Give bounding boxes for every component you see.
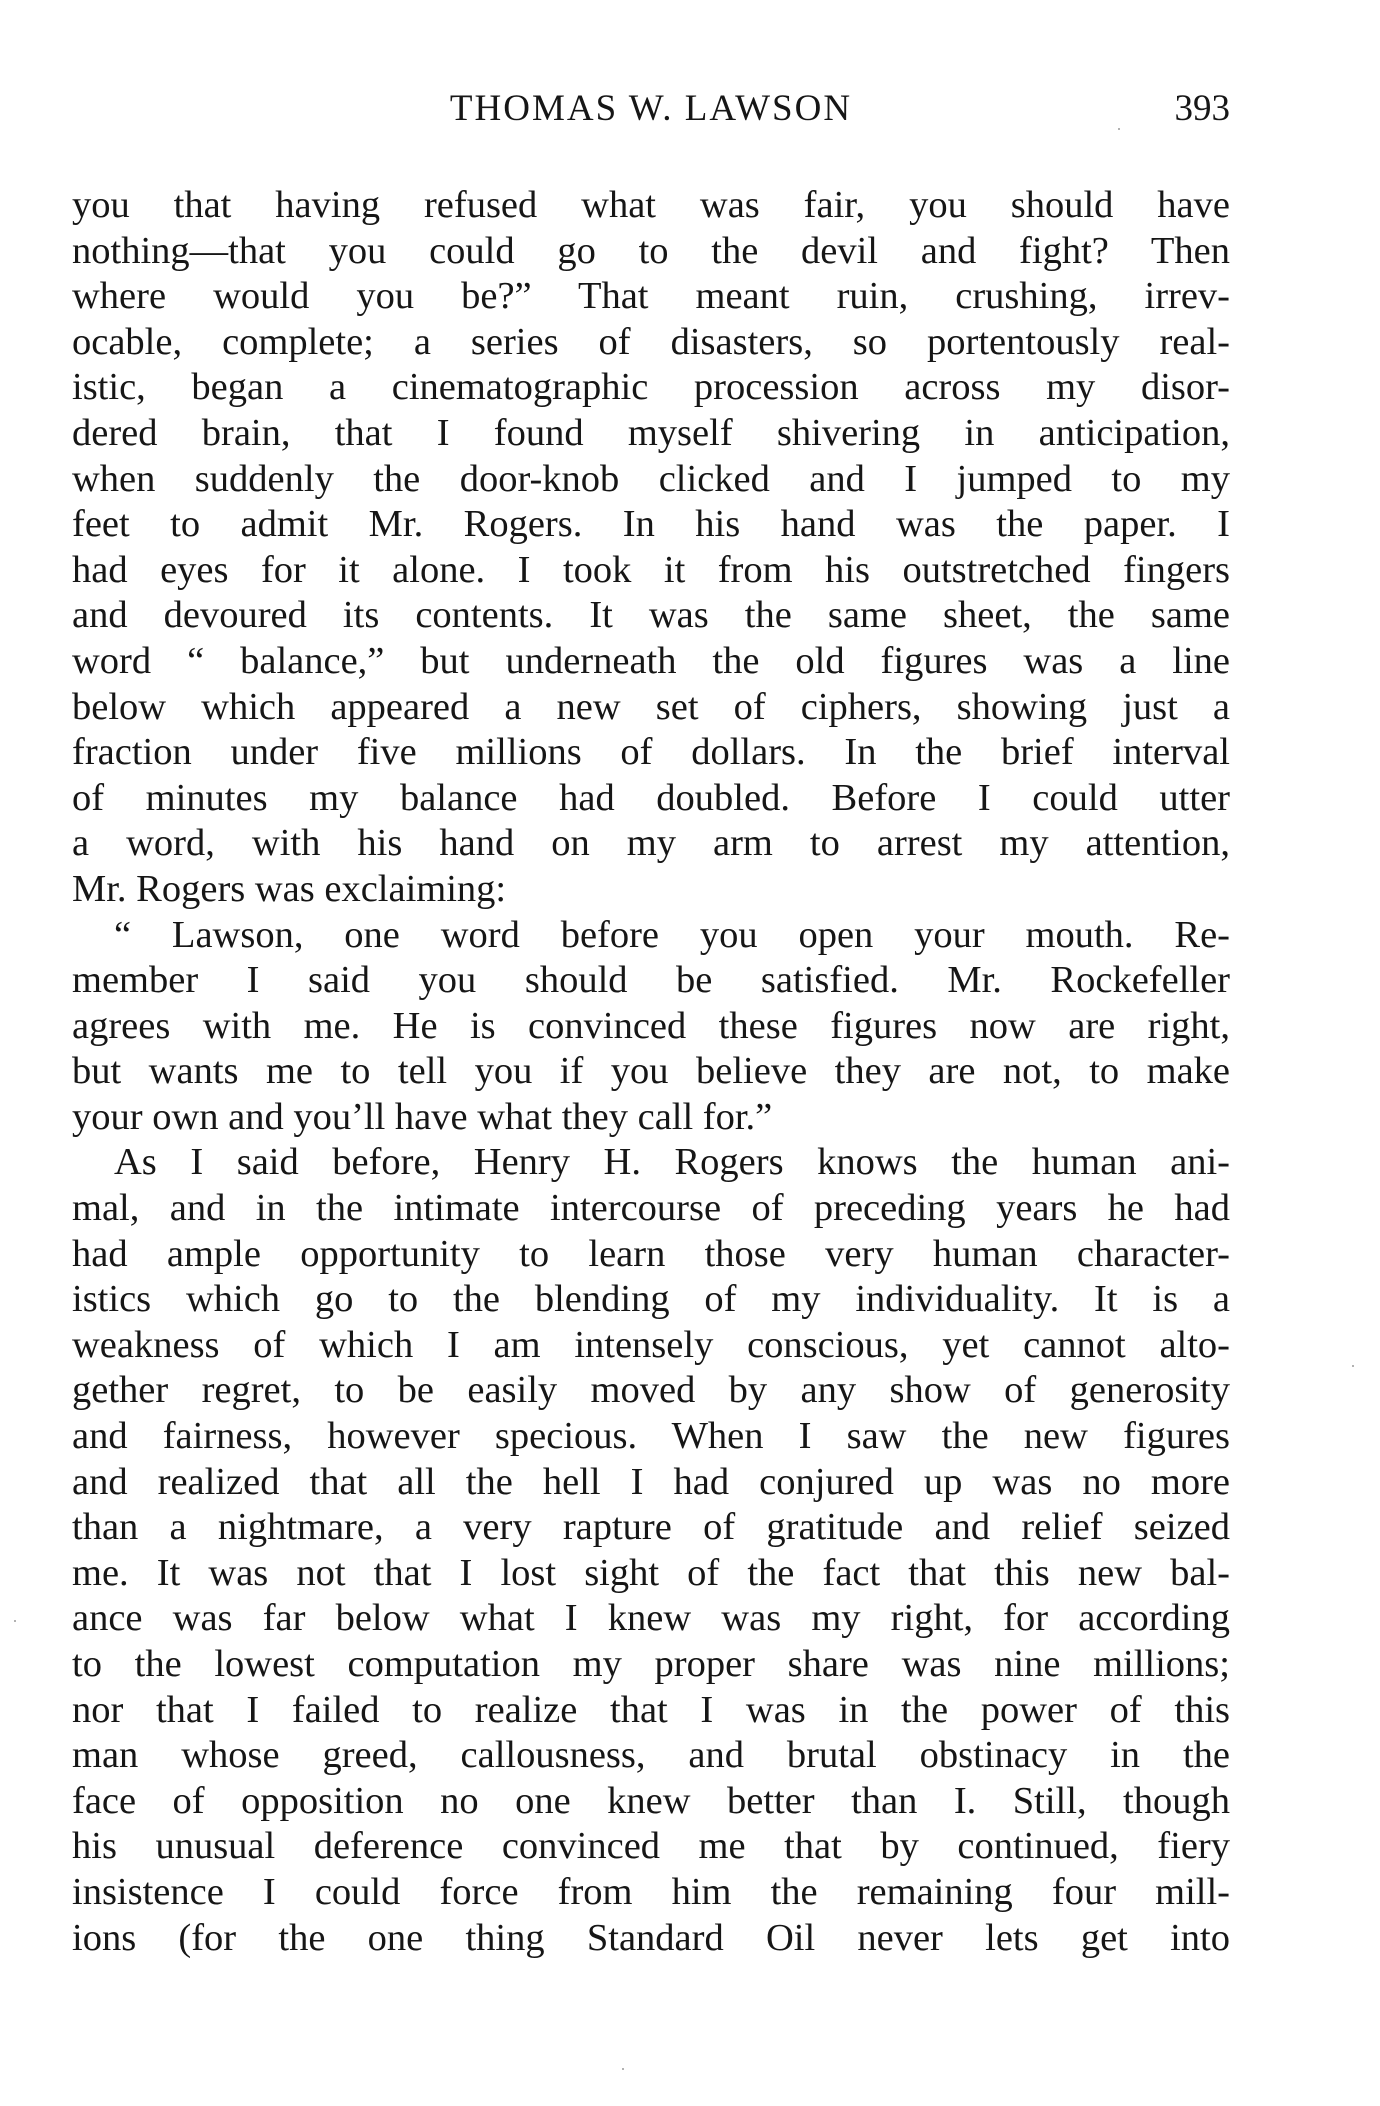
print-speck <box>1352 1365 1354 1367</box>
text-line: insistence I could force from him the remaining four mill- <box>72 1870 1230 1913</box>
text-line: and devoured its contents. It was the same sheet, the same <box>72 594 1230 637</box>
text-line: ocable, complete; a series of disasters, so portentously real- <box>72 320 1230 363</box>
text-line: istic, began a cinematographic procession across my disor- <box>72 366 1230 409</box>
text-line: dered brain, that I found myself shivering in anticipation, <box>72 411 1230 454</box>
print-speck <box>1118 128 1120 130</box>
page-number: 393 <box>1174 88 1230 129</box>
text-line: nor that I failed to realize that I was in the power of this <box>72 1688 1230 1731</box>
body-text <box>72 183 1230 1961</box>
text-line: to the lowest computation my proper share was nine millions; <box>72 1643 1230 1685</box>
text-line: Mr. Rogers was exclaiming: <box>72 867 507 910</box>
text-line: ance was far below what I knew was my right, for according <box>72 1597 1230 1640</box>
text-line: fraction under five millions of dollars. In the brief interval <box>72 731 1230 774</box>
text-line: ions (for the one thing Standard Oil never lets get into <box>72 1916 1230 1959</box>
text-line: where would you be?” That meant ruin, crushing, irrev- <box>72 275 1230 318</box>
text-line: feet to admit Mr. Rogers. In his hand was the paper. I <box>72 503 1230 546</box>
text-line: word “ balance,” but underneath the old figures was a line <box>72 639 1230 682</box>
print-speck <box>622 2068 624 2070</box>
text-line: nothing—that you could go to the devil and fight? Then <box>72 229 1230 272</box>
text-line: weakness of which I am intensely conscious, yet cannot alto- <box>72 1323 1230 1366</box>
text-line: when suddenly the door-knob clicked and I jumped to my <box>72 457 1230 500</box>
text-line: of minutes my balance had doubled. Before I could utter <box>72 776 1230 819</box>
text-line: gether regret, to be easily moved by any show of generosity <box>72 1369 1230 1412</box>
print-speck <box>14 1620 16 1622</box>
running-head-title: THOMAS W. LAWSON <box>449 88 853 129</box>
text-line: your own and you’ll have what they call for.” <box>72 1095 773 1138</box>
text-line: me. It was not that I lost sight of the fact that this new bal- <box>72 1551 1230 1594</box>
text-line: and realized that all the hell I had conjured up was no more <box>72 1460 1230 1503</box>
text-line: and fairness, however specious. When I saw the new figures <box>72 1415 1230 1458</box>
text-line: As I said before, Henry H. Rogers knows the human ani- <box>114 1141 1230 1184</box>
text-line: his unusual deference convinced me that by continued, fiery <box>72 1825 1230 1868</box>
text-line: had eyes for it alone. I took it from his outstretched fingers <box>72 548 1230 591</box>
text-line: but wants me to tell you if you believe they are not, to make <box>72 1050 1230 1093</box>
text-line: man whose greed, callousness, and brutal obstinacy in the <box>72 1734 1230 1777</box>
text-line: than a nightmare, a very rapture of gratitude and relief seized <box>72 1506 1230 1549</box>
text-line: mal, and in the intimate intercourse of preceding years he had <box>72 1187 1230 1230</box>
running-head <box>72 84 1230 134</box>
text-line: face of opposition no one knew better than I. Still, though <box>72 1779 1230 1822</box>
text-line: istics which go to the blending of my individuality. It is a <box>72 1278 1230 1321</box>
text-line: had ample opportunity to learn those very human character- <box>72 1232 1230 1275</box>
text-line: below which appeared a new set of ciphers, showing just a <box>72 685 1230 728</box>
text-line: you that having refused what was fair, you should have <box>72 184 1230 226</box>
text-line: a word, with his hand on my arm to arrest my attention, <box>72 822 1230 865</box>
text-line: “ Lawson, one word before you open your mouth. Re- <box>114 913 1230 956</box>
text-line: agrees with me. He is convinced these figures now are right, <box>72 1004 1230 1047</box>
text-line: member I said you should be satisfied. Mr. Rockefeller <box>72 959 1230 1002</box>
